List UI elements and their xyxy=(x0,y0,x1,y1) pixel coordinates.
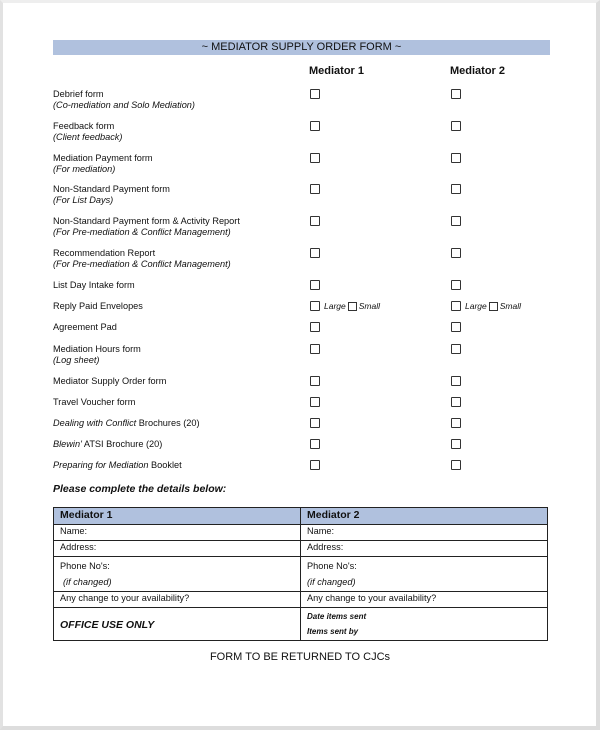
supply-item-label: Dealing with Conflict Brochures (20) xyxy=(53,418,200,428)
mediator-1-checkbox[interactable] xyxy=(310,248,320,258)
mediator-1-checkbox[interactable] xyxy=(310,460,320,470)
supply-item-label: Recommendation Report (For Pre-mediation & Conflict Management) xyxy=(53,248,231,269)
mediator-1-small-checkbox[interactable] xyxy=(348,302,357,311)
mediator-1-checkbox[interactable] xyxy=(310,89,320,99)
mediator-1-address-field[interactable]: Address: xyxy=(54,541,301,557)
mediator-2-checkbox[interactable] xyxy=(451,397,461,407)
mediator-2-checkbox[interactable] xyxy=(451,184,461,194)
mediator-1-checkbox[interactable] xyxy=(310,439,320,449)
mediator-1-checkbox[interactable] xyxy=(310,121,320,131)
supply-item-label: Travel Voucher form xyxy=(53,397,136,407)
office-info-cell[interactable] xyxy=(301,608,548,641)
size-large-label: Large xyxy=(324,301,346,311)
size-small-label: Small xyxy=(358,301,381,311)
column-header-mediator-2: Mediator 2 xyxy=(450,65,506,77)
mediator-2-checkbox[interactable] xyxy=(451,216,461,226)
supply-item-label: Preparing for Mediation Booklet xyxy=(53,460,182,470)
supply-item-label: Reply Paid Envelopes xyxy=(53,301,143,311)
column-header-mediator-1: Mediator 1 xyxy=(309,65,365,77)
mediator-2-checkbox[interactable] xyxy=(451,89,461,99)
details-table xyxy=(53,507,548,641)
mediator-2-checkbox[interactable] xyxy=(451,439,461,449)
mediator-1-checkbox[interactable] xyxy=(310,184,320,194)
phone-label: Phone No's: xyxy=(307,561,357,571)
mediator-1-name-field[interactable]: Name: xyxy=(54,525,301,541)
mediator-2-small-checkbox[interactable] xyxy=(489,302,498,311)
supply-item-label: Agreement Pad xyxy=(53,322,117,332)
details-prompt: Please complete the details below: xyxy=(53,483,227,495)
mediator-2-checkbox[interactable] xyxy=(451,248,461,258)
supply-item-label: Non-Standard Payment form & Activity Report (For Pre-mediation & Conflict Management) xyxy=(53,216,240,237)
mediator-2-checkbox[interactable] xyxy=(451,153,461,163)
supply-item-label: Mediation Hours form (Log sheet) xyxy=(53,344,141,365)
date-items-sent-label: Date items sent xyxy=(307,612,367,621)
mediator-1-checkbox[interactable] xyxy=(310,280,320,290)
mediator-2-checkbox[interactable] xyxy=(451,280,461,290)
mediator-1-phone-field[interactable] xyxy=(54,557,301,592)
mediator-2-checkbox[interactable] xyxy=(451,376,461,386)
mediator-1-checkbox[interactable] xyxy=(310,153,320,163)
phone-sub-label: (if changed) xyxy=(63,577,112,587)
mediator-2-checkbox[interactable] xyxy=(451,301,461,311)
mediator-1-checkbox[interactable] xyxy=(310,376,320,386)
size-large-label: Large xyxy=(465,301,487,311)
mediator-1-availability-field[interactable]: Any change to your availability? xyxy=(54,592,301,608)
mediator-2-availability-field[interactable]: Any change to your availability? xyxy=(301,592,548,608)
mediator-2-checkbox[interactable] xyxy=(451,322,461,332)
supply-item-label: Non-Standard Payment form (For List Days) xyxy=(53,184,170,205)
supply-item-label: List Day Intake form xyxy=(53,280,135,290)
mediator-2-checkbox[interactable] xyxy=(451,460,461,470)
details-header-mediator-2: Mediator 2 xyxy=(301,508,548,525)
mediator-1-checkbox[interactable] xyxy=(310,397,320,407)
supply-item-label: Mediation Payment form (For mediation) xyxy=(53,153,153,174)
mediator-2-checkbox[interactable] xyxy=(451,121,461,131)
mediator-2-address-field[interactable]: Address: xyxy=(301,541,548,557)
mediator-2-checkbox[interactable] xyxy=(451,344,461,354)
mediator-2-size-options xyxy=(465,301,521,311)
details-header-mediator-1: Mediator 1 xyxy=(54,508,301,525)
mediator-1-checkbox[interactable] xyxy=(310,322,320,332)
mediator-1-checkbox[interactable] xyxy=(310,418,320,428)
supply-item-label: Feedback form (Client feedback) xyxy=(53,121,123,142)
size-small-label: Small xyxy=(499,301,522,311)
office-use-label: OFFICE USE ONLY xyxy=(60,619,155,631)
form-title: ~ MEDIATOR SUPPLY ORDER FORM ~ xyxy=(53,40,550,55)
mediator-2-name-field[interactable]: Name: xyxy=(301,525,548,541)
mediator-1-checkbox[interactable] xyxy=(310,301,320,311)
mediator-1-size-options xyxy=(324,301,380,311)
office-use-cell xyxy=(54,608,301,641)
mediator-1-checkbox[interactable] xyxy=(310,344,320,354)
supply-item-label: Blewin' ATSI Brochure (20) xyxy=(53,439,163,449)
footer-note: FORM TO BE RETURNED TO CJCs xyxy=(209,651,391,663)
phone-sub-label: (if changed) xyxy=(307,577,356,587)
phone-label: Phone No's: xyxy=(60,561,110,571)
supply-item-label: Debrief form (Co-mediation and Solo Mediation) xyxy=(53,89,195,110)
mediator-2-checkbox[interactable] xyxy=(451,418,461,428)
items-sent-by-label: Items sent by xyxy=(307,627,359,636)
supply-item-label: Mediator Supply Order form xyxy=(53,376,167,386)
mediator-2-phone-field[interactable] xyxy=(301,557,548,592)
mediator-1-checkbox[interactable] xyxy=(310,216,320,226)
